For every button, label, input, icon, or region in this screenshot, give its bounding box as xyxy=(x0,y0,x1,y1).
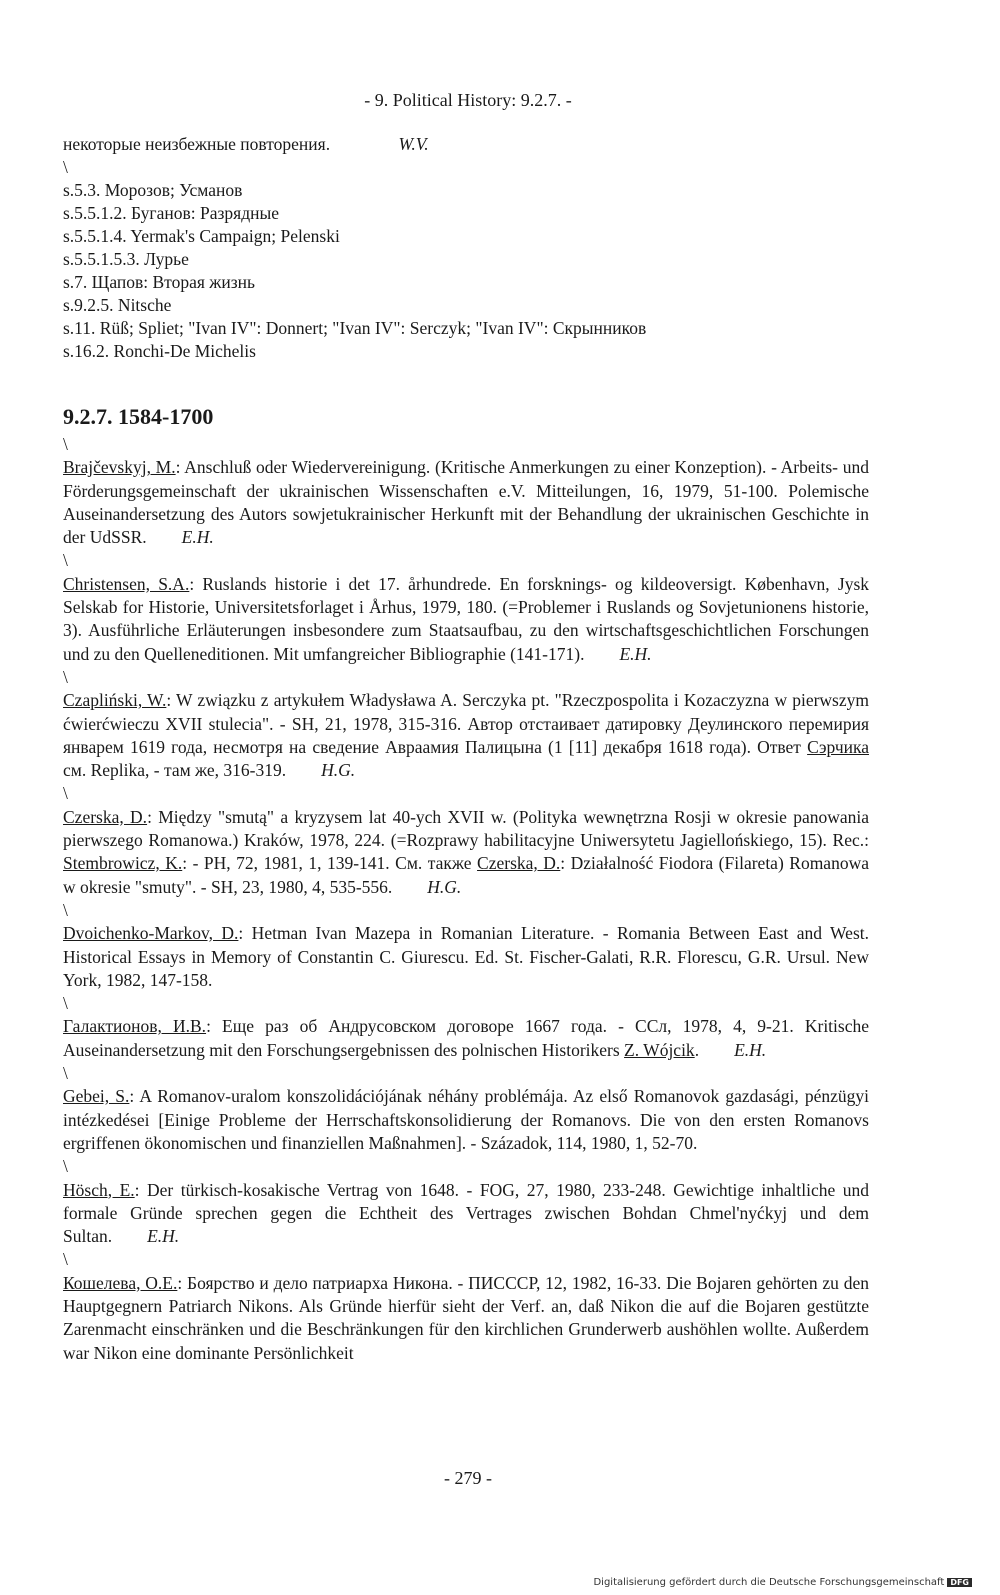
separator: \ xyxy=(63,1249,68,1270)
section-heading: 9.2.7. 1584-1700 xyxy=(63,404,214,429)
dfg-logo-icon: DFG xyxy=(947,1578,972,1587)
separator: \ xyxy=(63,899,68,920)
bibliography-entry xyxy=(63,806,869,899)
entry-cross-ref: Z. Wójcik xyxy=(624,1039,695,1060)
intro-first-line-text: некоторые неизбежные повторения. xyxy=(63,134,331,154)
entry-cross-ref: Stembrowicz, K. xyxy=(63,853,183,874)
entry-author: Галактионов, И.В. xyxy=(63,1016,207,1037)
entry-text: : - PH, 72, 1981, 1, 139-141. См. также xyxy=(182,853,478,874)
entry-author: Gebei, S. xyxy=(63,1086,130,1107)
page-number: - 279 - xyxy=(444,1468,492,1488)
bibliography-entry xyxy=(63,1015,869,1062)
cross-reference: s.5.5.1.4. Yermak's Campaign; Pelenski xyxy=(63,226,340,246)
separator: \ xyxy=(63,550,68,571)
intro-initials: W.V. xyxy=(398,134,429,154)
entry-author: Кошелева, О.Е. xyxy=(63,1272,178,1293)
separator: \ xyxy=(63,434,68,454)
cross-reference: s.11. Rüß; Spliet; "Ivan IV": Donnert; "Ivan IV": Serczyk; "Ivan IV": Скрынников xyxy=(63,318,647,338)
entry-text: : W związku z artykułem Władysława A. Serczyka pt. "Rzeczpospolita i Kozaczyzna w pierwszym ćwierćwieczu XVII stulecia". - SH, 21, 1978, 315-316. Автор отстаивает датировку Деулинского перемирия январем 1619 года, несмотря на сведение Авраамия Палицына (1 [11] декабря 1618 года). Ответ xyxy=(63,690,870,757)
running-head: - 9. Political History: 9.2.7. - xyxy=(364,90,572,110)
entry-text: : Der türkisch-kosakische Vertrag von 1648. - FOG, 27, 1980, 233-248. Gewichtige inhaltliche und formale Gründe sprechen gegen die Echtheit des Vertrages zwischen Bohdan Chmel'nyćkyj und dem Sultan. xyxy=(63,1179,869,1247)
entry-text: . xyxy=(694,1039,700,1060)
bibliography-entry xyxy=(63,573,869,666)
entry-text: : Боярство и дело патриарха Никона. - ПИСССР, 12, 1982, 16-33. Die Bojaren gehörten zu den Hauptgegnern Patriarch Nikons. Als Gründe hierfür sieht der Verf. an, daß Nikon die auf die Bojaren gestützte Zarenmacht einschränken und die Beschränkungen für den kirchlichen Grunderwerb aushöhlen wollte. Außerdem war Nikon eine dominante Persönlichkeit xyxy=(63,1272,869,1363)
cross-reference: s.5.5.1.2. Буганов: Разрядные xyxy=(63,203,279,223)
entry-author: Hösch, E. xyxy=(63,1179,135,1200)
bibliography-entry xyxy=(63,922,869,992)
entry-text: : Ruslands historie i det 17. århundrede. En forsknings- og kildeoversigt. København, Jysk Selskab for Historie, Universitetsforlaget i Århus, 1979, 180. (=Problemer i Ruslands og Sovjetunionens historie, 3). Ausführliche Erläuterungen insbesondere zum Staatsaufbau, zu den wirtschaftsgeschichtlichen Forschungen und zu den Quelleneditionen. Mit umfangreicher Bibliographie (141-171). xyxy=(63,573,870,664)
entry-text: : Anschluß oder Wiedervereinigung. (Kritische Anmerkungen zu einer Konzeption). - Arbeits- und Förderungsgemeinschaft der ukrainischen Wissenschaften e.V. Mitteilungen, 16, 1979, 51-100. Polemische Auseinandersetzung des Autors sowjetukrainischer Herkunft mit der Behandlung der ukrainischen Geschichte in der UdSSR. xyxy=(63,457,869,548)
entry-initials: H.G. xyxy=(321,760,356,781)
entry-author: Czapliński, W. xyxy=(63,690,167,711)
entry-author: Christensen, S.A. xyxy=(63,573,190,594)
cross-reference: s.7. Щапов: Вторая жизнь xyxy=(63,272,255,292)
separator: \ xyxy=(63,1063,68,1084)
entry-text: : Еще раз об Андрусовском договоре 1667 года. - ССл, 1978, 4, 9-21. Kritische Auseinandersetzung mit den Forschungsergebnissen des polnischen Historikers xyxy=(63,1016,870,1060)
entry-text: : Hetman Ivan Mazepa in Romanian Literature. - Romania Between East and West. Historical Essays in Memory of Constantin C. Giurescu. Ed. St. Fischer-Galati, R.R. Florescu, G.R. Ursul. New York, 1982, 147-158. xyxy=(63,923,869,990)
entry-text: : A Romanov-uralom konszolidációjának néhány problémája. Az első Romanovok gazdasági, pénzügyi intézkedései [Einige Probleme der Herrschaftskonsolidierung der Romanovs. Die von den ersten Romanovs ergriffenen ökonomischen und finanziellen Maßnahmen]. - Századok, 114, 1980, 1, 52-70. xyxy=(63,1086,869,1153)
cross-reference: s.5.5.1.5.3. Лурье xyxy=(63,249,189,269)
separator: \ xyxy=(63,993,68,1014)
cross-reference: s.5.3. Морозов; Усманов xyxy=(63,180,243,200)
footer-text: Digitalisierung gefördert durch die Deutsche Forschungsgemeinschaft xyxy=(593,1577,945,1588)
entry-initials: H.G. xyxy=(427,876,462,897)
entry-text: : Działalność Fiodora (Filareta) Romanowa w okresie "smuty". - SH, 23, 1980, 4, 535-556. xyxy=(63,853,869,897)
bibliography-entry xyxy=(63,689,869,782)
entry-cross-ref: Czerska, D. xyxy=(477,853,561,874)
entry-initials: E.H. xyxy=(734,1039,767,1060)
entry-initials: E.H. xyxy=(181,527,214,548)
digitization-footer xyxy=(593,1577,972,1588)
cross-reference: s.9.2.5. Nitsche xyxy=(63,295,172,315)
entry-author: Brajčevskyj, M. xyxy=(63,457,176,478)
entry-initials: E.H. xyxy=(619,643,652,664)
separator: \ xyxy=(63,666,68,687)
separator: \ xyxy=(63,783,68,804)
cross-reference: s.16.2. Ronchi-De Michelis xyxy=(63,341,256,361)
bibliography-entry xyxy=(63,1179,869,1249)
entry-text: : Między "smutą" a kryzysem lat 40-ych XVII w. (Polityka wewnętrzna Rosji w okresie panowania pierwszego Romanowa.) Kraków, 1978, 224. (=Rozprawy habilitacyjne Uniwersytetu Jagiellońskiego, 15). Rec.: xyxy=(63,806,869,851)
bibliography-entries xyxy=(63,433,869,1365)
entry-author: Dvoichenko-Markov, D. xyxy=(63,923,239,944)
separator: \ xyxy=(63,157,68,177)
bibliography-entry xyxy=(63,1272,869,1365)
intro-first-line xyxy=(63,133,869,156)
separator: \ xyxy=(63,1156,68,1177)
bibliography-entry xyxy=(63,1085,869,1155)
bibliography-entry xyxy=(63,456,869,549)
entry-cross-ref: Сэрчика xyxy=(807,736,869,757)
entry-text: см. Replika, - там же, 316-319. xyxy=(63,760,287,781)
entry-author: Czerska, D. xyxy=(63,806,148,827)
intro-block xyxy=(63,133,869,363)
entry-initials: E.H. xyxy=(147,1226,180,1247)
